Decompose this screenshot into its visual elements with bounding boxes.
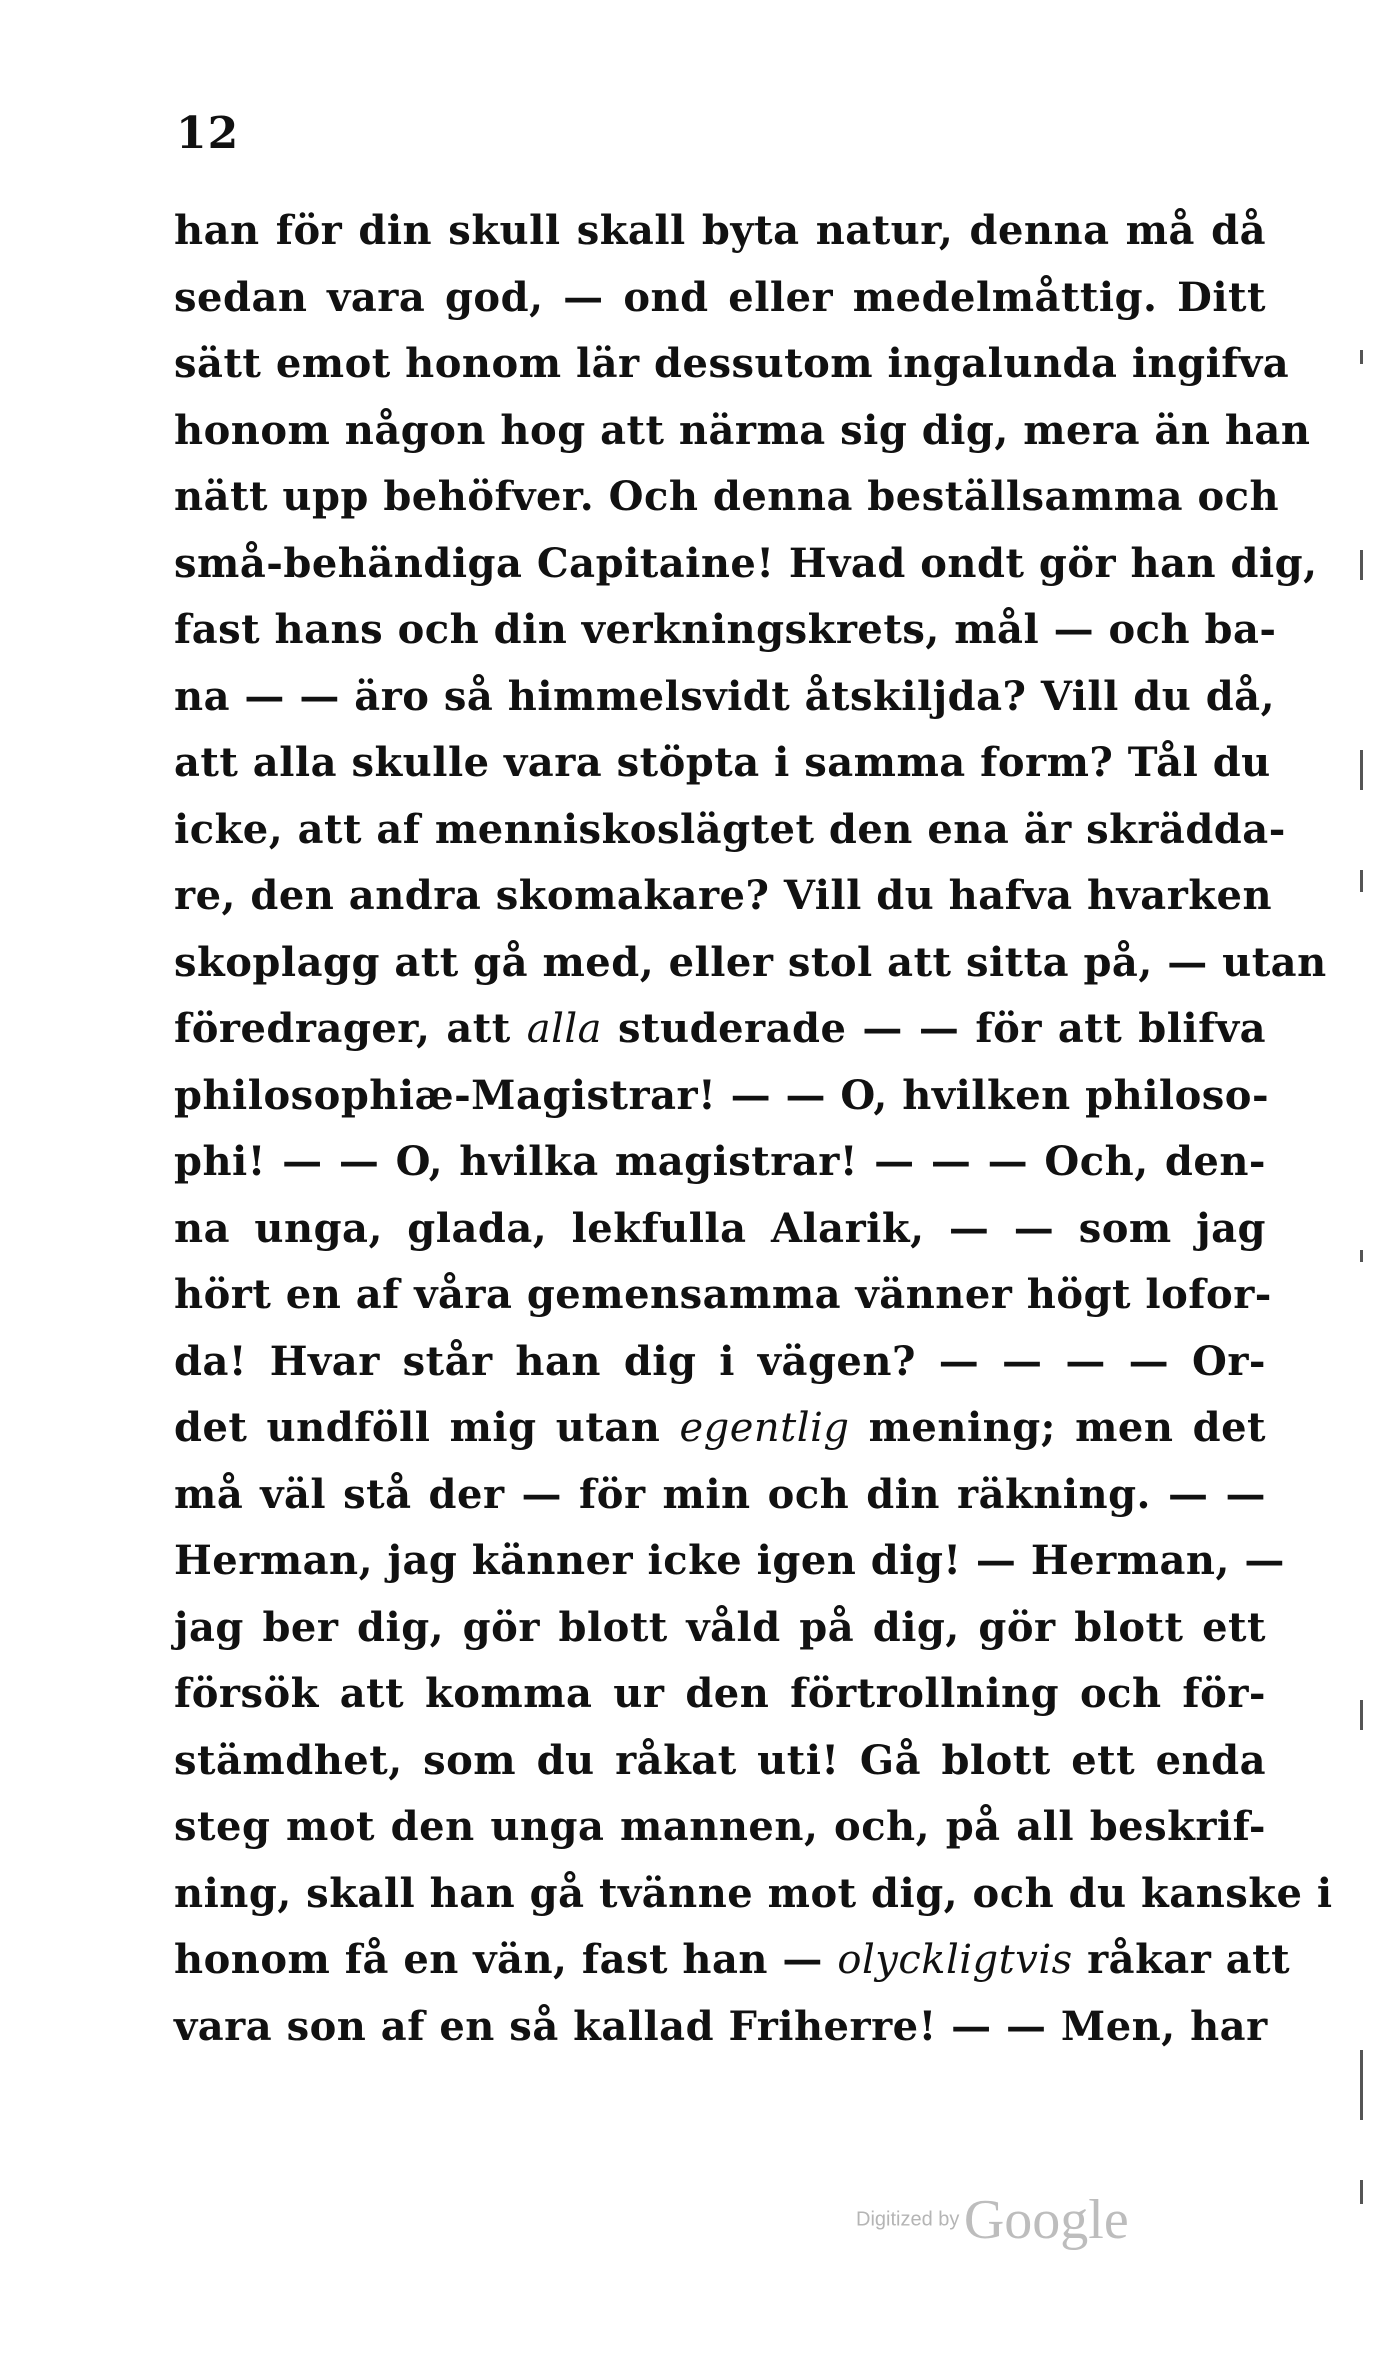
text-line — [174, 1861, 1333, 1928]
scan-mark — [1360, 1250, 1363, 1262]
text-segment: na unga, glada, lekfulla Alarik, — — som jag — [174, 1204, 1266, 1252]
text-segment: jag ber dig, gör blott våld på dig, gör blott ett — [174, 1603, 1266, 1651]
text-segment: det undföll mig utan — [174, 1404, 680, 1451]
text-line — [174, 863, 1273, 930]
scan-mark — [1360, 870, 1363, 892]
text-line — [174, 1994, 1266, 2061]
text-line — [174, 1129, 1266, 1196]
italic-word: olyckligtvis — [837, 1937, 1073, 1983]
text-segment: ning, skall han gå tvänne mot dig, och du kanske i — [174, 1869, 1333, 1917]
text-segment: steg mot den unga mannen, och, på all beskrif- — [174, 1803, 1266, 1850]
text-segment: na — — äro så himmelsvidt åtskiljda? Vill du då, — [174, 672, 1276, 720]
text-line — [174, 198, 1266, 265]
google-logo-text: Google — [963, 2189, 1129, 2251]
text-segment: föredrager, att — [174, 1005, 527, 1052]
text-segment: stämdhet, som du råkat uti! Gå blott ett enda — [174, 1736, 1266, 1784]
text-line — [174, 464, 1280, 531]
text-line — [174, 1595, 1266, 1662]
text-line — [174, 531, 1318, 598]
text-segment: små-behändiga Capitaine! Hvad ondt gör han dig, — [174, 539, 1318, 587]
text-line — [174, 730, 1271, 797]
text-segment: re, den andra skomakare? Vill du hafva hvarken — [174, 872, 1273, 919]
text-segment: fast hans och din verkningskrets, mål — och ba- — [174, 606, 1277, 653]
text-segment: vara son af en så kallad Friherre! — — Men, har — [174, 2002, 1268, 2050]
text-line — [174, 331, 1290, 398]
digitized-by-google-watermark — [856, 2188, 1129, 2252]
text-segment: studerade — — för att blifva — [602, 1005, 1266, 1052]
scan-mark — [1360, 1700, 1363, 1730]
text-line — [174, 1462, 1266, 1529]
text-segment: Herman, jag känner icke igen dig! — Herman, — — [174, 1537, 1285, 1584]
text-line — [174, 1728, 1266, 1795]
text-line — [174, 398, 1311, 465]
page-number: 12 — [176, 108, 240, 159]
text-segment: philosophiæ-Magistrar! — — O, hvilken philoso- — [174, 1071, 1270, 1119]
text-segment: råkar att — [1072, 1936, 1291, 1983]
scan-mark — [1360, 750, 1363, 790]
scan-mark — [1360, 350, 1363, 364]
text-segment: icke, att af menniskoslägtet den ena är skrädda- — [174, 805, 1286, 853]
text-line — [174, 1794, 1266, 1861]
text-segment: må väl stå der — för min och din räkning. — — — [174, 1470, 1266, 1518]
scan-mark — [1360, 550, 1363, 580]
text-segment: att alla skulle vara stöpta i samma form? Tål du — [174, 739, 1271, 786]
text-segment: nätt upp behöfver. Och denna beställsamma och — [174, 473, 1280, 520]
text-line — [174, 1528, 1285, 1595]
text-line — [174, 1661, 1266, 1728]
watermark-prefix: Digitized by — [856, 2208, 960, 2231]
text-line — [174, 930, 1327, 997]
body-text — [174, 198, 1333, 2060]
text-segment: hört en af våra gemensamma vänner högt lofor- — [174, 1271, 1272, 1318]
scan-mark — [1360, 2050, 1363, 2120]
text-line — [174, 1196, 1266, 1263]
text-line — [174, 597, 1277, 664]
text-line — [174, 1329, 1266, 1396]
text-line — [174, 265, 1266, 332]
text-segment: sedan vara god, — ond eller medelmåttig. Ditt — [174, 273, 1266, 321]
text-segment: försök att komma ur den förtrollning och för- — [174, 1670, 1266, 1717]
text-segment: skoplagg att gå med, eller stol att sitta på, — utan — [174, 938, 1327, 986]
text-segment: da! Hvar står han dig i vägen? — — — — Or- — [174, 1337, 1266, 1385]
text-line — [174, 797, 1286, 864]
scan-mark — [1360, 2180, 1363, 2204]
text-line — [174, 1262, 1272, 1329]
italic-word: egentlig — [679, 1405, 850, 1451]
text-line — [174, 996, 1266, 1063]
text-segment: honom få en vän, fast han — — [174, 1936, 838, 1983]
text-line — [174, 1063, 1270, 1130]
text-segment: mening; men det — [849, 1404, 1266, 1451]
text-segment: han för din skull skall byta natur, denna må då — [174, 207, 1266, 254]
margin-scan-marks — [1360, 350, 1366, 2250]
italic-word: alla — [526, 1006, 603, 1052]
text-line — [174, 664, 1276, 731]
text-segment: sätt emot honom lär dessutom ingalunda ingifva — [174, 340, 1290, 387]
text-line — [174, 1395, 1266, 1462]
text-segment: honom någon hog att närma sig dig, mera än han — [174, 406, 1311, 454]
text-line — [174, 1927, 1291, 1994]
text-segment: phi! — — O, hvilka magistrar! — — — Och, den- — [174, 1138, 1266, 1185]
